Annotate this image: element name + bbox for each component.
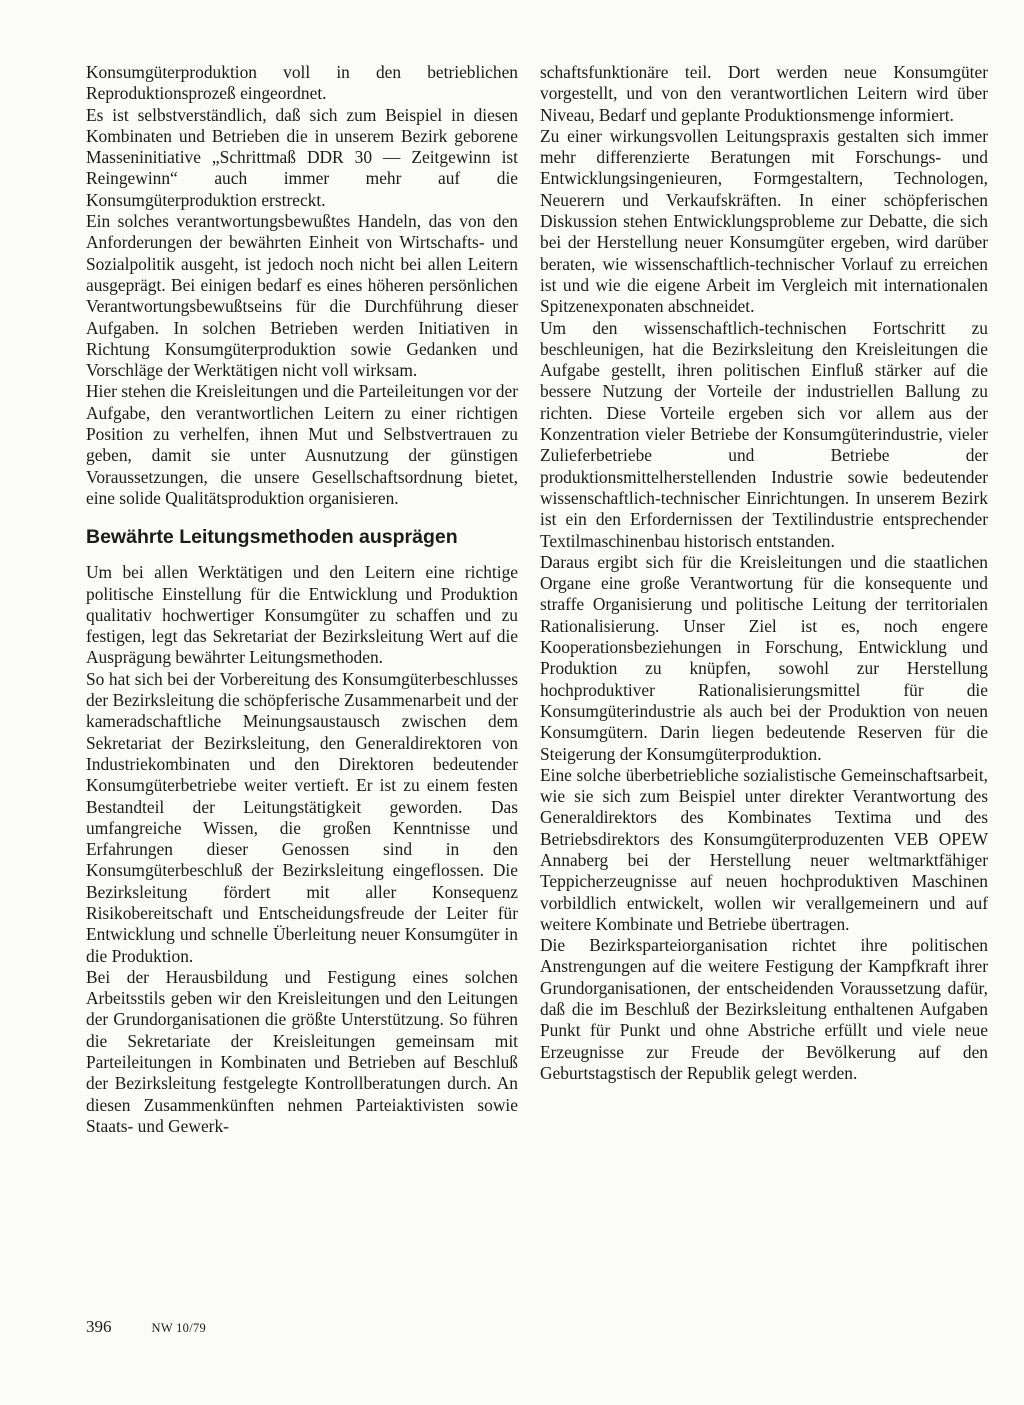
paragraph: Daraus ergibt sich für die Kreisleitungen und die staatlichen Organe eine große Verantwortung für die konsequente und straffe Organisierung und politische Leitung der territorialen Rationalisierung. Unser Ziel ist es, noch engere Kooperationsbeziehungen in Forschung, Entwicklung und Produktion zu knüpfen, sowohl zur Herstellung hochproduktiver Rationalisierungsmittel für die Konsumgüterindustrie als auch bei der Produktion von neuen Konsumgütern. Darin liegen bedeutende Reserven für die Steigerung der Konsumgüterproduktion. (540, 551, 988, 764)
issue-label: NW 10/79 (151, 1321, 207, 1335)
paragraph: Bei der Herausbildung und Festigung eines solchen Arbeitsstils geben wir den Kreisleitungen und den Leitungen der Grundorganisationen die größte Unterstützung. So führen die Sekretariate der Kreisleitungen gemeinsam mit Parteileitungen in Kombinaten und Betrieben auf Beschluß der Bezirksleitung festgelegte Kontrollberatungen durch. An diesen Zusammenkünften nehmen Parteiaktivisten sowie Staats- und Gewerk- (86, 966, 518, 1136)
paragraph: Zu einer wirkungsvollen Leitungspraxis gestalten sich immer mehr differenzierte Beratungen mit Forschungs- und Entwicklungsingenieuren, Formgestaltern, Technologen, Neuerern und Verkaufskräften. In einer schöpferischen Diskussion stehen Entwicklungsprobleme zur Debatte, die sich bei der Herstellung neuer Konsumgüter ergeben, wird darüber beraten, wie wissenschaftlich-technischer Vorlauf zu erreichen ist und wie die eigene Arbeit im Vergleich mit internationalen Spitzenexponaten abschneidet. (540, 125, 988, 317)
page-footer (86, 1317, 206, 1337)
paragraph: Hier stehen die Kreisleitungen und die Parteileitungen vor der Aufgabe, den verantwortlichen Leitern zu einer richtigen Position zu verhelfen, ihnen Mut und Selbstvertrauen zu geben, damit sie unter Ausnutzung der günstigen Voraussetzungen, die unsere Gesellschaftsordnung bietet, eine solide Qualitätsproduktion organisieren. (86, 381, 518, 508)
paragraph: Um bei allen Werktätigen und den Leitern eine richtige politische Einstellung für die Entwicklung und Produktion qualitativ hochwertiger Konsumgüter zu schaffen und zu festigen, legt das Sekretariat der Bezirksleitung Wert auf die Ausprägung bewährter Leitungsmethoden. (86, 562, 518, 668)
paragraph: Die Bezirksparteiorganisation richtet ihre politischen Anstrengungen auf die weitere Festigung der Kampfkraft ihrer Grundorganisationen, der entscheidenden Voraussetzung dafür, daß die im Beschluß der Bezirksleitung enthaltenen Aufgaben Punkt für Punkt und ohne Abstriche erfüllt und viele neue Erzeugnisse zur Freude der Bevölkerung auf den Geburtstagstisch der Republik gelegt werden. (540, 935, 988, 1083)
paragraph: schaftsfunktionäre teil. Dort werden neue Konsumgüter vorgestellt, und von den verantwortlichen Leitern wird über Niveau, Bedarf und geplante Produktionsmenge informiert. (540, 62, 988, 125)
paragraph: Ein solches verantwortungsbewußtes Handeln, das von den Anforderungen der bewährten Einheit von Wirtschafts- und Sozialpolitik ausgeht, ist jedoch noch nicht bei allen Leitern ausgeprägt. Bei einigen bedarf es eines höheren persönlichen Verantwortungsbewußtseins für die Durchführung dieser Aufgaben. In solchen Betrieben werden Initiativen in Richtung Konsumgüterproduktion sowie Gedanken und Vorschläge der Werktätigen nicht voll wirksam. (86, 211, 518, 381)
right-column (540, 62, 988, 1084)
page-number: 396 (86, 1317, 112, 1336)
paragraph: Es ist selbstverständlich, daß sich zum Beispiel in diesen Kombinaten und Betrieben die in unserem Bezirk geborene Masseninitiative „Schrittmaß DDR 30 — Zeitgewinn ist Reingewinn“ auch immer mehr auf die Konsumgüterproduktion erstreckt. (86, 104, 518, 210)
left-column (86, 62, 518, 1137)
paragraph: Eine solche überbetriebliche sozialistische Gemeinschaftsarbeit, wie sie sich zum Beispiel unter direkter Verantwortung des Generaldirektors des Kombinates Textima und des Betriebsdirektors des Konsumgüterproduzenten VEB OPEW Annaberg bei der Herstellung neuer weltmarktfähiger Teppicherzeugnisse auf neuen hochproduktiven Maschinen vorbildlich entwickelt, wollen wir verallgemeinern und auf weitere Kombinate und Betriebe übertragen. (540, 764, 988, 934)
paragraph: So hat sich bei der Vorbereitung des Konsumgüterbeschlusses der Bezirksleitung die schöpferische Zusammenarbeit und der kameradschaftliche Meinungsaustausch zwischen dem Sekretariat der Bezirksleitung, den Generaldirektoren von Industriekombinaten und den Direktoren bedeutender Konsumgüterbetriebe weiter vertieft. Er ist zu einem festen Bestandteil der Leitungstätigkeit geworden. Das umfangreiche Wissen, die großen Kenntnisse und Erfahrungen dieser Genossen sind in den Konsumgüterbeschluß der Bezirksleitung eingeflossen. Die Bezirksleitung fördert mit aller Konsequenz Risikobereitschaft und Entscheidungsfreude der Leiter für Entwicklung und schnelle Überleitung neuer Konsumgüter in die Produktion. (86, 668, 518, 966)
paragraph: Konsumgüterproduktion voll in den betrieblichen Reproduktionsprozeß eingeordnet. (86, 62, 518, 104)
section-heading: Bewährte Leitungsmethoden ausprägen (86, 526, 458, 549)
paragraph: Um den wissenschaftlich-technischen Fortschritt zu beschleunigen, hat die Bezirksleitung den Kreisleitungen die Aufgabe gestellt, ihren politischen Einfluß stärker auf die bessere Nutzung der Vorteile der industriellen Ballung zu richten. Diese Vorteile ergeben sich vor allem aus der Konzentration vieler Betriebe der Konsumgüterindustrie, vieler Zulieferbetriebe und Betriebe der produktionsmittelherstellenden Industrie sowie bedeutender wissenschaftlich-technischer Einrichtungen. In unserem Bezirk ist ein den Erfordernissen der Textilindustrie entsprechender Textilmaschinenbau historisch entstanden. (540, 317, 988, 551)
